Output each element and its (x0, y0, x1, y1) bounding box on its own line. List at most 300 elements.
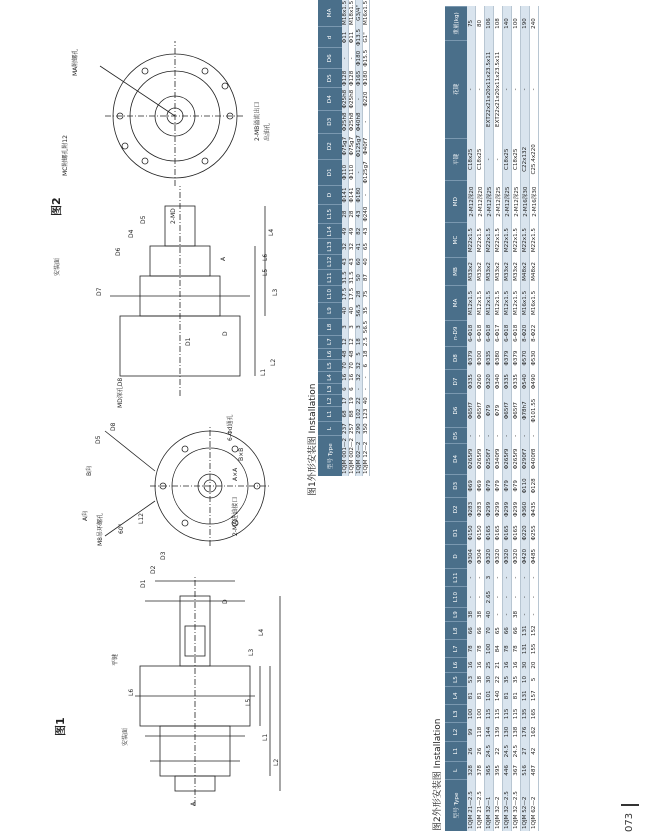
column-header: L (318, 421, 342, 436)
table-cell: 365 (485, 761, 494, 779)
table-cell: 24.5 (485, 741, 494, 761)
column-header: D (445, 545, 467, 569)
figure2-label: 图2 (50, 197, 63, 216)
table-cell: 1QJM 02—2 (356, 436, 363, 476)
column-header: L1 (318, 407, 342, 422)
table-cell: 3 (356, 319, 363, 335)
table-cell: Φ75g7 (342, 133, 349, 159)
table-cell: 48 (349, 348, 356, 360)
table-cell: 118 (476, 723, 485, 741)
table-cell: - (521, 587, 530, 607)
fig1-callout-d1: D1 (140, 579, 147, 588)
table-cell: 81 (476, 687, 485, 705)
table-cell: Φ11 (342, 27, 349, 48)
table-cell: C18x25 (503, 138, 512, 180)
table-cell: 1QJM 002—2 (349, 437, 355, 474)
column-header: D2 (318, 133, 342, 159)
table-cell: 1QJM 32—2.5 (503, 779, 512, 831)
table-cell: 66 (512, 622, 521, 640)
table2 (445, 6, 539, 831)
table1 (318, 0, 370, 476)
table-cell: 10 (521, 672, 530, 686)
table-cell: 2-M12深20 (476, 181, 485, 223)
table-cell: 1QJM 001—2 (342, 437, 348, 474)
table-cell: - (485, 428, 494, 444)
column-header: MC (445, 223, 467, 258)
column-header: L (445, 761, 467, 779)
fig2-callout-ma: MA附螺孔 (72, 48, 79, 76)
table-cell: 17.5 (342, 287, 348, 301)
table-cell: - (356, 88, 363, 111)
table-cell: Φ530 (530, 346, 539, 370)
table-cell: - (512, 40, 521, 138)
column-header: 平键 (445, 138, 467, 180)
fig1-callout-key: 平键 (112, 653, 119, 666)
table-cell: - (503, 428, 512, 444)
table-cell: 2-M12深25 (494, 181, 503, 223)
fig2-callout-d7: D7 (96, 287, 103, 296)
table-row (467, 7, 476, 832)
fig1-callout-l4: L4 (258, 628, 265, 636)
column-header: L14 (318, 224, 342, 239)
table-cell: - (530, 428, 539, 444)
table-cell: Φ165 (485, 521, 494, 545)
table-cell: - (356, 383, 363, 395)
table-cell: Φ283 (476, 498, 485, 522)
table-cell: 2-M12深25 (512, 181, 521, 223)
column-header: D5 (318, 69, 342, 88)
table-cell: Φ110 (342, 159, 349, 185)
table-cell: Φ304 (476, 545, 485, 569)
table-cell: 50 (356, 269, 363, 285)
table-cell: Φ165 (512, 521, 521, 545)
table-cell: 78 (476, 640, 485, 658)
fig2-callout-a: A (220, 256, 227, 261)
table-cell: G1" (363, 27, 370, 48)
table-cell: 24.5 (512, 741, 521, 761)
figure1-drawing (45, 416, 290, 836)
table-cell: 26 (467, 741, 476, 761)
table-cell: 49 (342, 224, 349, 239)
table-cell: Φ320 (512, 545, 521, 569)
table-cell: Φ320 (485, 545, 494, 569)
table-cell: - (467, 587, 476, 607)
table-cell: Φ40f7 (363, 133, 370, 159)
table-cell: 162 (530, 723, 539, 741)
table-cell: 6 (363, 360, 370, 372)
table-cell: 66 (503, 622, 512, 640)
table-cell: M22x1.5 (494, 223, 503, 258)
table-cell: 18 (363, 348, 370, 360)
table-cell: 516 (521, 761, 530, 779)
column-header: L10 (318, 286, 342, 302)
table-cell: Φ128 (530, 474, 539, 498)
table-cell: M12x1.5 (503, 286, 512, 321)
table-cell: - (503, 568, 512, 587)
table-cell: Φ165 (356, 70, 362, 86)
table-cell: Φ220 (363, 88, 370, 111)
table-cell: 350 (363, 423, 369, 434)
column-header: L8 (318, 319, 342, 335)
table-cell: 35 (512, 672, 521, 686)
table-cell: 131 (521, 622, 530, 640)
table-cell: - (521, 568, 530, 587)
table-cell: - (363, 372, 370, 384)
fig1-callout-d: D (222, 599, 229, 604)
fig1-callout-d3: D3 (160, 551, 167, 560)
column-header: MA (318, 0, 342, 27)
table-cell: M22x1.5 (512, 223, 521, 258)
table-cell: 2-M16深30 (530, 181, 539, 223)
table-cell: - (476, 568, 485, 587)
table-cell: Φ300 (476, 346, 485, 370)
table-cell: Φ150 (476, 521, 485, 545)
table-cell: Φ320 (485, 370, 494, 394)
table-cell: 31.5 (342, 271, 348, 284)
table-cell: 40 (485, 607, 494, 621)
table-cell: Φ101.55 (530, 393, 539, 428)
table-cell: C22x132 (521, 138, 530, 180)
table-cell: - (512, 568, 521, 587)
page-number-bar (621, 804, 639, 806)
fig1-callout-l2: L2 (273, 758, 280, 766)
table-cell: 108 (494, 7, 503, 41)
table-cell: 78 (467, 640, 476, 658)
table-cell: M33x2 (476, 257, 485, 285)
table-cell: 100 (512, 7, 521, 41)
table2-subtitle-text: Installation (433, 718, 443, 769)
column-header: L6 (445, 658, 467, 672)
table-cell: 2-M12深25 (485, 181, 494, 223)
table-cell: M33x2 (512, 257, 521, 285)
table-cell: - (363, 383, 370, 395)
table-cell: Φ335 (512, 370, 521, 394)
table-cell: 8-Φ20 (521, 320, 530, 346)
table-cell: Φ25h8 (349, 112, 355, 132)
column-header: L15 (318, 205, 342, 224)
table-cell: 66 (467, 622, 476, 640)
table-cell: 32 (342, 239, 349, 254)
table-cell: Φ78h7 (521, 393, 530, 428)
table-cell: 2-M12深20 (467, 181, 476, 223)
table-cell: 66 (476, 622, 485, 640)
table-cell: 56.5 (363, 320, 369, 334)
table-cell: Φ240 (363, 206, 369, 222)
table-cell: 487 (530, 761, 539, 779)
table-cell: Φ570 (521, 346, 530, 370)
table-cell: Φ220 (521, 521, 530, 545)
table-cell: - (503, 607, 512, 621)
table-cell: 68 (342, 407, 349, 422)
table-cell: 5 (356, 348, 363, 360)
fig1-callout-d8: D8 (110, 422, 117, 431)
table-cell: M16x1.5 (530, 286, 539, 321)
table-cell: 19 (349, 395, 356, 407)
table-cell: C18x25 (512, 138, 521, 180)
table-cell: 20 (530, 658, 539, 672)
column-header: L7 (445, 640, 467, 658)
table-cell: - (476, 587, 485, 607)
column-header: L13 (318, 239, 342, 254)
table-cell: 48 (342, 348, 349, 360)
table-cell: 80 (476, 7, 485, 41)
table-cell: 2-M12深25 (503, 181, 512, 223)
table-cell: Φ299 (512, 498, 521, 522)
table-cell: 12 (342, 335, 349, 348)
table-cell: 144 (485, 723, 494, 741)
table-cell: 6 (342, 383, 349, 395)
table-cell: 32 (356, 372, 363, 384)
table-cell: 17.5 (349, 287, 355, 301)
table-cell: 176 (521, 723, 530, 741)
table-cell: - (467, 568, 476, 587)
table-cell: - (494, 568, 503, 587)
table-cell: 78 (503, 640, 512, 658)
table-cell: 157 (530, 687, 539, 705)
table-cell: - (530, 607, 539, 621)
table-cell: 70 (485, 622, 494, 640)
table-cell: Φ79 (494, 474, 503, 498)
table-cell: 32 (356, 360, 363, 372)
table1-subtitle-text: Installation (308, 383, 318, 434)
table-cell: M48x2 (530, 257, 539, 285)
table-cell: C18x25 (476, 138, 485, 180)
table-cell: Φ255 (530, 521, 539, 545)
table-row (521, 7, 530, 832)
table-cell: 65 (494, 622, 503, 640)
table-cell: 367 (512, 761, 521, 779)
table-cell: 1QJM 32—1 (485, 779, 494, 831)
table-cell: 28 (349, 205, 356, 224)
table-cell: 16 (349, 372, 356, 384)
table-cell: 6 (349, 383, 356, 395)
table-cell: 84 (494, 640, 503, 658)
table-cell: 99 (467, 723, 476, 741)
table-cell: Φ110 (349, 159, 356, 185)
column-header: L8 (445, 622, 467, 640)
table-cell: M16x1.5 (363, 0, 369, 25)
column-header: L5 (318, 360, 342, 372)
table-row (530, 7, 539, 832)
table-cell: 100 (485, 640, 494, 658)
column-header: MA (445, 286, 467, 321)
fig1-callout-axa: A×A (232, 467, 239, 481)
table-cell: - (494, 607, 503, 621)
column-header: L1 (445, 741, 467, 761)
table-cell: 30 (485, 672, 494, 686)
table-cell: 43 (356, 205, 363, 224)
table-cell: 22 (494, 741, 503, 761)
fig2-callout-l2: L2 (270, 358, 277, 366)
column-header: L2 (318, 395, 342, 407)
table-cell: 43 (342, 254, 349, 269)
table-cell: 395 (494, 761, 503, 779)
fig1-callout-a-view: A向 (82, 510, 89, 521)
column-header: D4 (318, 88, 342, 111)
table-cell: M33x2 (467, 257, 476, 285)
table-cell: Φ150 (467, 521, 476, 545)
column-header: 型号 Type (445, 779, 467, 831)
table-cell: 115 (485, 705, 494, 723)
column-header: 型号 Type (318, 436, 342, 476)
table-cell: 32 (349, 239, 356, 254)
table-cell: 290 (356, 423, 362, 434)
table-cell: - (356, 159, 363, 185)
column-header: MB (445, 257, 467, 285)
table-cell: 28 (356, 286, 363, 302)
table-cell: 31.5 (349, 271, 355, 284)
table-cell: 1QJM 52—2 (521, 779, 530, 831)
fig1-callout-m8-lifting: M8吊环螺孔 (97, 513, 104, 546)
table-cell: Φ128 (342, 70, 348, 86)
table-cell: Φ79 (512, 474, 521, 498)
table-cell: 165 (530, 705, 539, 723)
table-cell: 38 (467, 607, 476, 621)
table-cell: 49 (349, 224, 356, 239)
table-cell: 28 (342, 205, 349, 224)
table-cell: Φ65f7 (476, 393, 485, 428)
table-cell: Φ265f9 (467, 444, 476, 474)
table-cell: 3 (349, 319, 356, 335)
table-cell: 1QJM 21—2.5 (476, 779, 485, 831)
table-cell: M22x1.5 (476, 223, 485, 258)
column-header: D3 (445, 474, 467, 498)
table-cell: Φ79 (494, 393, 503, 428)
table-cell: Φ11 (349, 27, 356, 48)
table-cell: 130 (503, 723, 512, 741)
table-cell: 17 (342, 395, 349, 407)
table-cell: 75 (363, 286, 370, 302)
table-cell: 138 (512, 723, 521, 741)
table-cell: - (503, 40, 512, 138)
table-cell: Φ265f9 (503, 444, 512, 474)
table-cell: Φ290f7 (521, 444, 530, 474)
fig2-callout-d6: D6 (115, 247, 122, 256)
column-header: L9 (318, 302, 342, 318)
column-header: L5 (445, 672, 467, 686)
table-cell: 26 (476, 741, 485, 761)
table-cell: Φ435 (530, 498, 539, 522)
table-cell: 24.5 (503, 741, 512, 761)
table-cell: 152 (530, 622, 539, 640)
column-header: L9 (445, 607, 467, 621)
table-cell: 22 (494, 672, 503, 686)
table-cell: M33x2 (494, 257, 503, 285)
table-cell: 56.5 (356, 304, 362, 317)
column-header: L3 (445, 705, 467, 723)
table-cell: 60 (356, 254, 363, 269)
table-cell: 16 (512, 658, 521, 672)
table-cell: Φ485 (530, 545, 539, 569)
table-cell: Φ420 (521, 545, 530, 569)
table-cell: 41 (356, 239, 363, 254)
table-cell: Φ250f7 (485, 444, 494, 474)
table-cell: Φ25h8 (349, 89, 355, 109)
table-cell: 131 (521, 640, 530, 658)
table-cell: 87 (363, 269, 370, 285)
table-cell: 135 (521, 705, 530, 723)
table-cell: 43 (349, 254, 356, 269)
fig1-callout-l1: L1 (262, 733, 269, 741)
table-cell: 190 (521, 7, 530, 41)
table-cell: 6-Φ18 (467, 320, 476, 346)
table-cell: Φ299 (485, 498, 494, 522)
table-cell: M18x1.5 (349, 0, 355, 25)
table-cell: Φ25h8 (342, 89, 348, 109)
table-cell: M22x1.5 (530, 223, 539, 258)
table-cell: Φ360 (521, 498, 530, 522)
table-cell: - (521, 607, 530, 621)
table-cell: C25.4x220 (530, 138, 539, 180)
table-cell: 115 (503, 705, 512, 723)
table-cell: - (530, 568, 539, 587)
table-cell: Φ141 (342, 187, 348, 203)
table-cell: 35 (503, 672, 512, 686)
table-row (503, 7, 512, 832)
fig1-callout-2ma: 2-MA进油接口 (232, 496, 239, 536)
table-cell: Φ65f7 (503, 393, 512, 428)
fig2-callout-l1: L1 (260, 368, 267, 376)
table-cell: 38 (512, 607, 521, 621)
table-cell: Φ69 (476, 474, 485, 498)
table-cell: 81 (467, 687, 476, 705)
table-cell: M22x1.5 (467, 223, 476, 258)
table-row (494, 7, 503, 832)
table-cell: 8-Φ22 (530, 320, 539, 346)
table-cell: Φ283 (467, 498, 476, 522)
table-cell: Φ110 (521, 474, 530, 498)
table-cell: 78 (512, 640, 521, 658)
table-cell: M12x1.5 (485, 286, 494, 321)
table-cell: Φ265f9 (476, 444, 485, 474)
column-header: D (318, 185, 342, 204)
table-cell: M16x1.5 (521, 286, 530, 321)
fig1-callout-b-view: B向 (86, 465, 93, 476)
table-cell: Φ320 (503, 545, 512, 569)
table-cell: 123 (363, 408, 369, 420)
table-cell: 16 (342, 372, 349, 384)
table-cell: 53 (467, 672, 476, 686)
fig1-callout-bxb: B×B (238, 447, 245, 461)
fig2-callout-md-depth: MD深孔D8 (117, 377, 124, 408)
table-cell: 16 (467, 658, 476, 672)
table-cell: 1QJM 32—2 (494, 779, 503, 831)
column-header: L6 (318, 348, 342, 360)
table-cell: - (494, 138, 503, 180)
table-cell: 6-Φ18 (485, 320, 494, 346)
table-cell: 40 (363, 254, 370, 269)
table-cell: 43 (363, 224, 370, 239)
fig1-callout-6-holes: 6-Φd通孔 (227, 414, 234, 441)
column-header: L11 (445, 568, 467, 587)
table-cell: 5 (530, 672, 539, 686)
table-cell: - (503, 587, 512, 607)
table-cell: 2.5 (363, 337, 369, 347)
column-header: D3 (318, 110, 342, 133)
table-cell: 2.65 (485, 587, 494, 607)
table-cell: Φ379 (503, 346, 512, 370)
table-cell: C18x25 (467, 138, 476, 180)
fig1-callout-mounting-face: 安装面 (122, 727, 129, 746)
table-cell: Φ320 (494, 545, 503, 569)
table-cell: Φ128 (349, 70, 355, 86)
table-cell: 155 (530, 640, 539, 658)
table-cell: Φ165 (494, 521, 503, 545)
table-cell: 2-M16深30 (521, 181, 530, 223)
table-cell: M12x1.5 (494, 286, 503, 321)
table-cell: M12x1.5 (512, 286, 521, 321)
table-cell: EXT22x21x20x11x23.5x11 (485, 40, 494, 138)
